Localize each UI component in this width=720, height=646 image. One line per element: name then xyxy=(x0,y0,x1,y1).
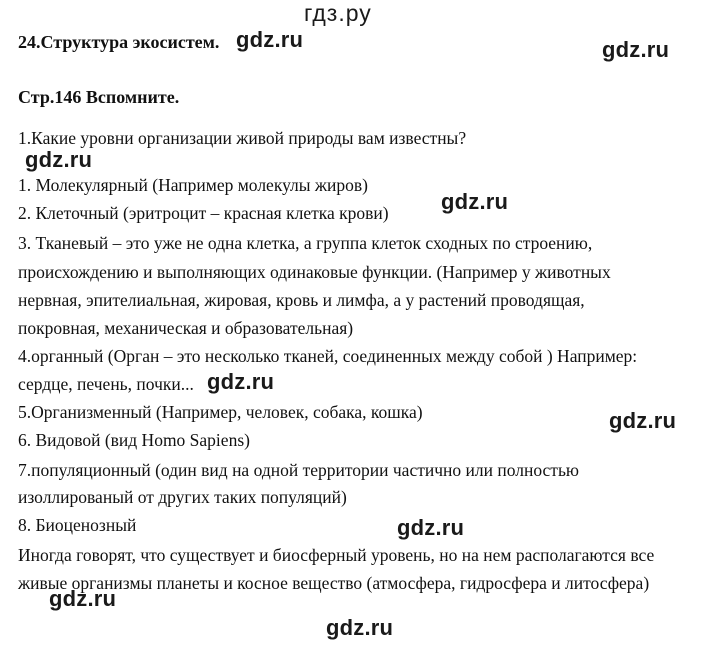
text-line: изоллированый от других таких популяций) xyxy=(18,487,347,507)
section-title: 24.Структура экосистем. xyxy=(18,32,220,52)
watermark: gdz.ru xyxy=(207,369,275,394)
watermark: gdz.ru xyxy=(602,37,670,62)
text-line: 8. Биоценозный xyxy=(18,515,137,535)
text-line: 7.популяционный (один вид на одной территории частично или полностью xyxy=(18,460,579,480)
watermark: gdz.ru xyxy=(326,615,394,640)
watermark: gdz.ru xyxy=(441,189,509,214)
text-line: 3. Тканевый – это уже не одна клетка, а группа клеток сходных по строению, xyxy=(18,233,593,253)
text-line: 6. Видовой (вид Homo Sapiens) xyxy=(18,430,250,450)
watermark: gdz.ru xyxy=(25,147,93,172)
question-line: 1.Какие уровни организации живой природы вам известны? xyxy=(18,128,467,148)
text-line: 2. Клеточный (эритроцит – красная клетка крови) xyxy=(18,203,389,223)
text-line: 4.органный (Орган – это несколько тканей, соединенных между собой ) Например: xyxy=(18,346,638,366)
watermark: gdz.ru xyxy=(236,27,304,52)
watermark: gdz.ru xyxy=(397,515,465,540)
watermark: gdz.ru xyxy=(49,586,117,611)
text-line: сердце, печень, почки... xyxy=(18,374,194,394)
site-watermark-top: гдз.ру xyxy=(304,0,372,26)
watermark: gdz.ru xyxy=(609,408,677,433)
text-line: происхождению и выполняющих одинаковые функции. (Например у животных xyxy=(18,262,611,282)
page-subheading: Стр.146 Вспомните. xyxy=(18,87,180,107)
text-line: нервная, эпителиальная, жировая, кровь и лимфа, а у растений проводящая, xyxy=(18,290,585,310)
text-line: 5.Организменный (Например, человек, собака, кошка) xyxy=(18,402,423,422)
text-line: покровная, механическая и образовательная) xyxy=(18,318,354,338)
text-line: Иногда говорят, что существует и биосферный уровень, но на нем располагаются все xyxy=(18,545,655,565)
text-line: 1. Молекулярный (Например молекулы жиров) xyxy=(18,175,368,195)
text-line: живые организмы планеты и косное вещество (атмосфера, гидросфера и литосфера) xyxy=(18,573,650,593)
